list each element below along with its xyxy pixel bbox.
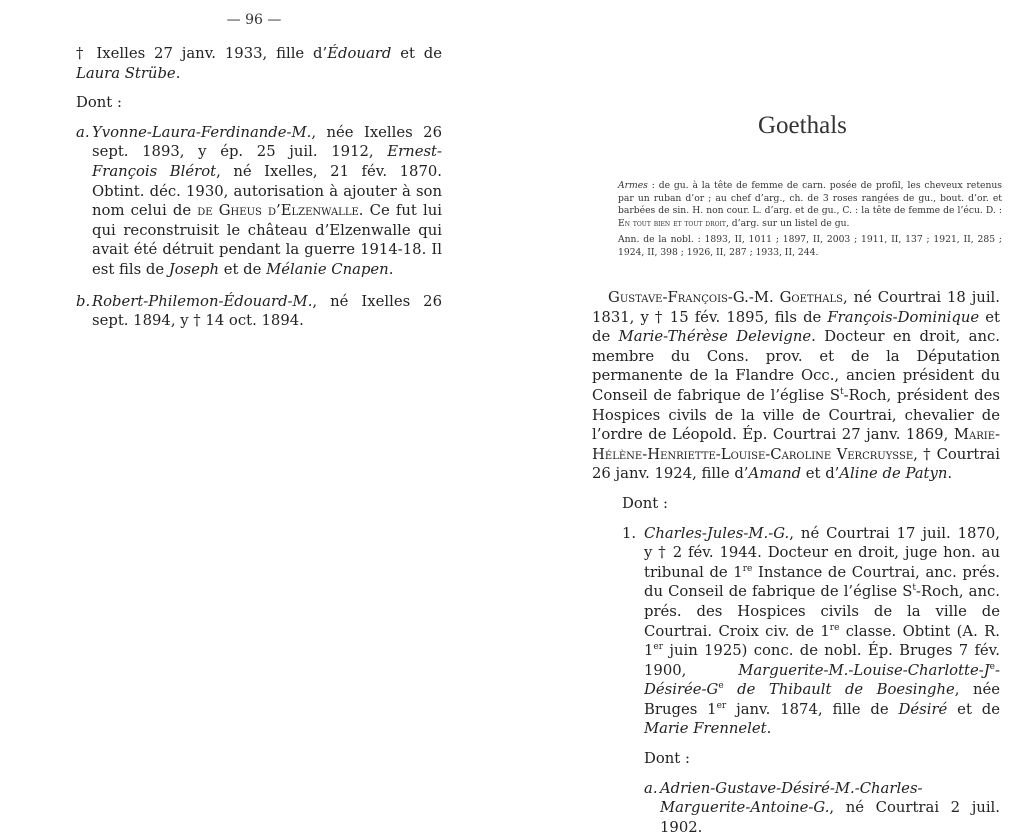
main-text: et d’ — [801, 465, 840, 483]
main-text: . Docteur en droit, anc. membre du Cons. prov. et de la Députation permanente de la Flandre Occ., ancien président du Conseil de fabrique de l’église S — [592, 328, 1000, 404]
child-text: Instance de Courtrai, anc. prés. du Conseil de fabrique de l’église S — [644, 563, 1001, 601]
child-text: juin 1925) conc. de nobl. Ép. Bruges 7 fév. 1900, — [644, 642, 1000, 679]
dont-label: Dont : — [622, 494, 668, 512]
list-item — [76, 123, 442, 280]
item-body — [92, 123, 442, 280]
item-body — [644, 524, 1000, 740]
person-name: Robert-Philemon-Édouard-M. — [92, 292, 313, 310]
item-text: et de — [219, 260, 267, 278]
dont-label: Dont : — [644, 750, 690, 768]
main-text: , né Courtrai 18 juil. 1831, y † 15 fév. 1895, fils de — [592, 289, 1000, 326]
item-marker: a. — [644, 779, 658, 797]
main-wife: Marie-Hélène-Henriette-Louise-Caroline Vercruysse — [592, 426, 1000, 463]
child-wife: Marguerite-M.-Louise-Charlotte-J — [738, 661, 990, 679]
item-body — [660, 779, 1000, 837]
item-body — [92, 292, 442, 331]
mother-name: Mélanie Cnapen — [266, 260, 389, 278]
arms-block — [618, 180, 1002, 260]
child-name: Charles-Jules-M.-G. — [644, 524, 790, 542]
list-item — [644, 779, 1000, 837]
father-name: Joseph — [168, 260, 220, 278]
spouse-name: Ernest-François Blérot — [92, 143, 442, 180]
dont-label: Dont : — [76, 94, 122, 112]
superscript: e — [989, 661, 995, 672]
item-text: , né Ixelles 26 sept. 1894, y † 14 oct. 1894. — [92, 292, 442, 330]
main-person-name: Gustave-François-G.-M. Goethals — [608, 289, 844, 306]
main-mother: Marie-Thérèse Delevigne — [618, 328, 812, 346]
main-paragraph — [592, 288, 1000, 484]
main-text: . — [947, 465, 953, 483]
grandchild-name: Adrien-Gustave-Désiré-M.-Charles-Marguerite-Antoine-G. — [660, 779, 923, 817]
grandchild-text: , né Courtrai 2 juil. 1902. — [660, 799, 1000, 836]
annuaire-references: Ann. de la nobl. : 1893, II, 1011 ; 1897, II, 2003 ; 1911, II, 137 ; 1921, II, 285 ; 1924, II, 398 ; 1926, II, 287 ; 1933, II, 244. — [618, 234, 1002, 258]
child-wife: de Thibault de Boesinghe — [723, 681, 955, 699]
superscript: re — [829, 622, 840, 633]
family-heading: Goethals — [758, 112, 847, 139]
list-item — [622, 524, 1000, 740]
child-text: et de — [947, 700, 1000, 718]
main-text: et de — [592, 308, 1000, 346]
superscript: e — [718, 681, 724, 692]
child-wife-father: Désiré — [898, 700, 948, 718]
main-father: François-Dominique — [827, 308, 980, 326]
child-text: , née Bruges 1 — [644, 681, 1001, 718]
superscript: re — [742, 563, 753, 574]
intro-end: . — [175, 64, 181, 82]
superscript: er — [653, 642, 664, 653]
intro-mother: Laura Strübe — [76, 64, 176, 82]
item-text: , né Ixelles, 21 fév. 1870. Obtint. déc. 1930, autorisation à ajouter à son nom celui de — [92, 162, 442, 220]
arms-text-end: , d’arg. sur un listel de gu. — [725, 217, 850, 229]
arms-motto: En tout bien et tout droit — [618, 217, 726, 229]
superscript: t — [840, 387, 844, 398]
child-text: . — [766, 720, 772, 738]
child-text: -Roch, anc. prés. des Hospices civils de la ville de Courtrai. Croix civ. de 1 — [644, 583, 1000, 640]
person-name: Yvonne-Laura-Ferdinande-M. — [92, 123, 312, 141]
right-page-text — [592, 288, 1000, 837]
superscript: er — [716, 700, 727, 711]
intro-text: † Ixelles 27 janv. 1933, fille d’ — [76, 45, 328, 62]
intro-paragraph — [76, 44, 442, 83]
item-text: , née Ixelles 26 sept. 1893, y ép. 25 juil. 1912, — [92, 123, 442, 161]
list-item — [76, 292, 442, 331]
intro-father: Édouard — [327, 45, 392, 62]
arms-label: Armes — [618, 180, 648, 191]
child-text: janv. 1874, fille de — [726, 700, 899, 718]
page-number: — 96 — — [226, 12, 282, 28]
intro-text-mid: et de — [391, 45, 442, 62]
child-text: classe. Obtint (A. R. 1 — [644, 622, 1000, 660]
item-marker: 1. — [622, 524, 637, 542]
arms-text: : de gu. à la tête de femme de carn. posée de profil, les cheveux retenus par un ruban d’or ; au chef d’arg., ch. de 3 roses rangées de gu., bout. d’or. et barbées de sin. H. non cour. L. d’arg. et de gu., C. : la tête de femme de l’écu. D. : — [618, 180, 1002, 217]
wife-mother: Aline de Patyn — [839, 465, 948, 483]
main-text: -Roch, président des Hospices civils de la ville de Courtrai, chevalier de l’ordre de Léopold. Ép. Courtrai 27 janv. 1869, — [592, 386, 1000, 444]
item-text: . Ce fut lui qui reconstruisit le château d’Elzenwalle qui avait été détruit pendant la guerre 1914-18. Il est fils de — [92, 202, 442, 278]
main-text: , † Courtrai 26 janv. 1924, fille d’ — [592, 445, 1000, 483]
left-page-text — [76, 44, 442, 331]
item-marker: a. — [76, 123, 90, 141]
child-text: , né Courtrai 17 juil. 1870, y † 2 fév. 1944. Docteur en droit, juge hon. au tribunal de 1 — [644, 524, 1000, 581]
child-wife-mother: Marie Frennelet — [644, 720, 767, 738]
arms-description — [618, 180, 1002, 230]
item-marker: b. — [76, 292, 91, 310]
superscript: t — [912, 583, 917, 594]
child-wife: -Désirée-G — [644, 661, 1000, 699]
wife-father: Amand — [748, 465, 802, 483]
title-name: de Gheus d’Elzenwalle — [197, 202, 359, 220]
item-text: . — [388, 260, 394, 278]
